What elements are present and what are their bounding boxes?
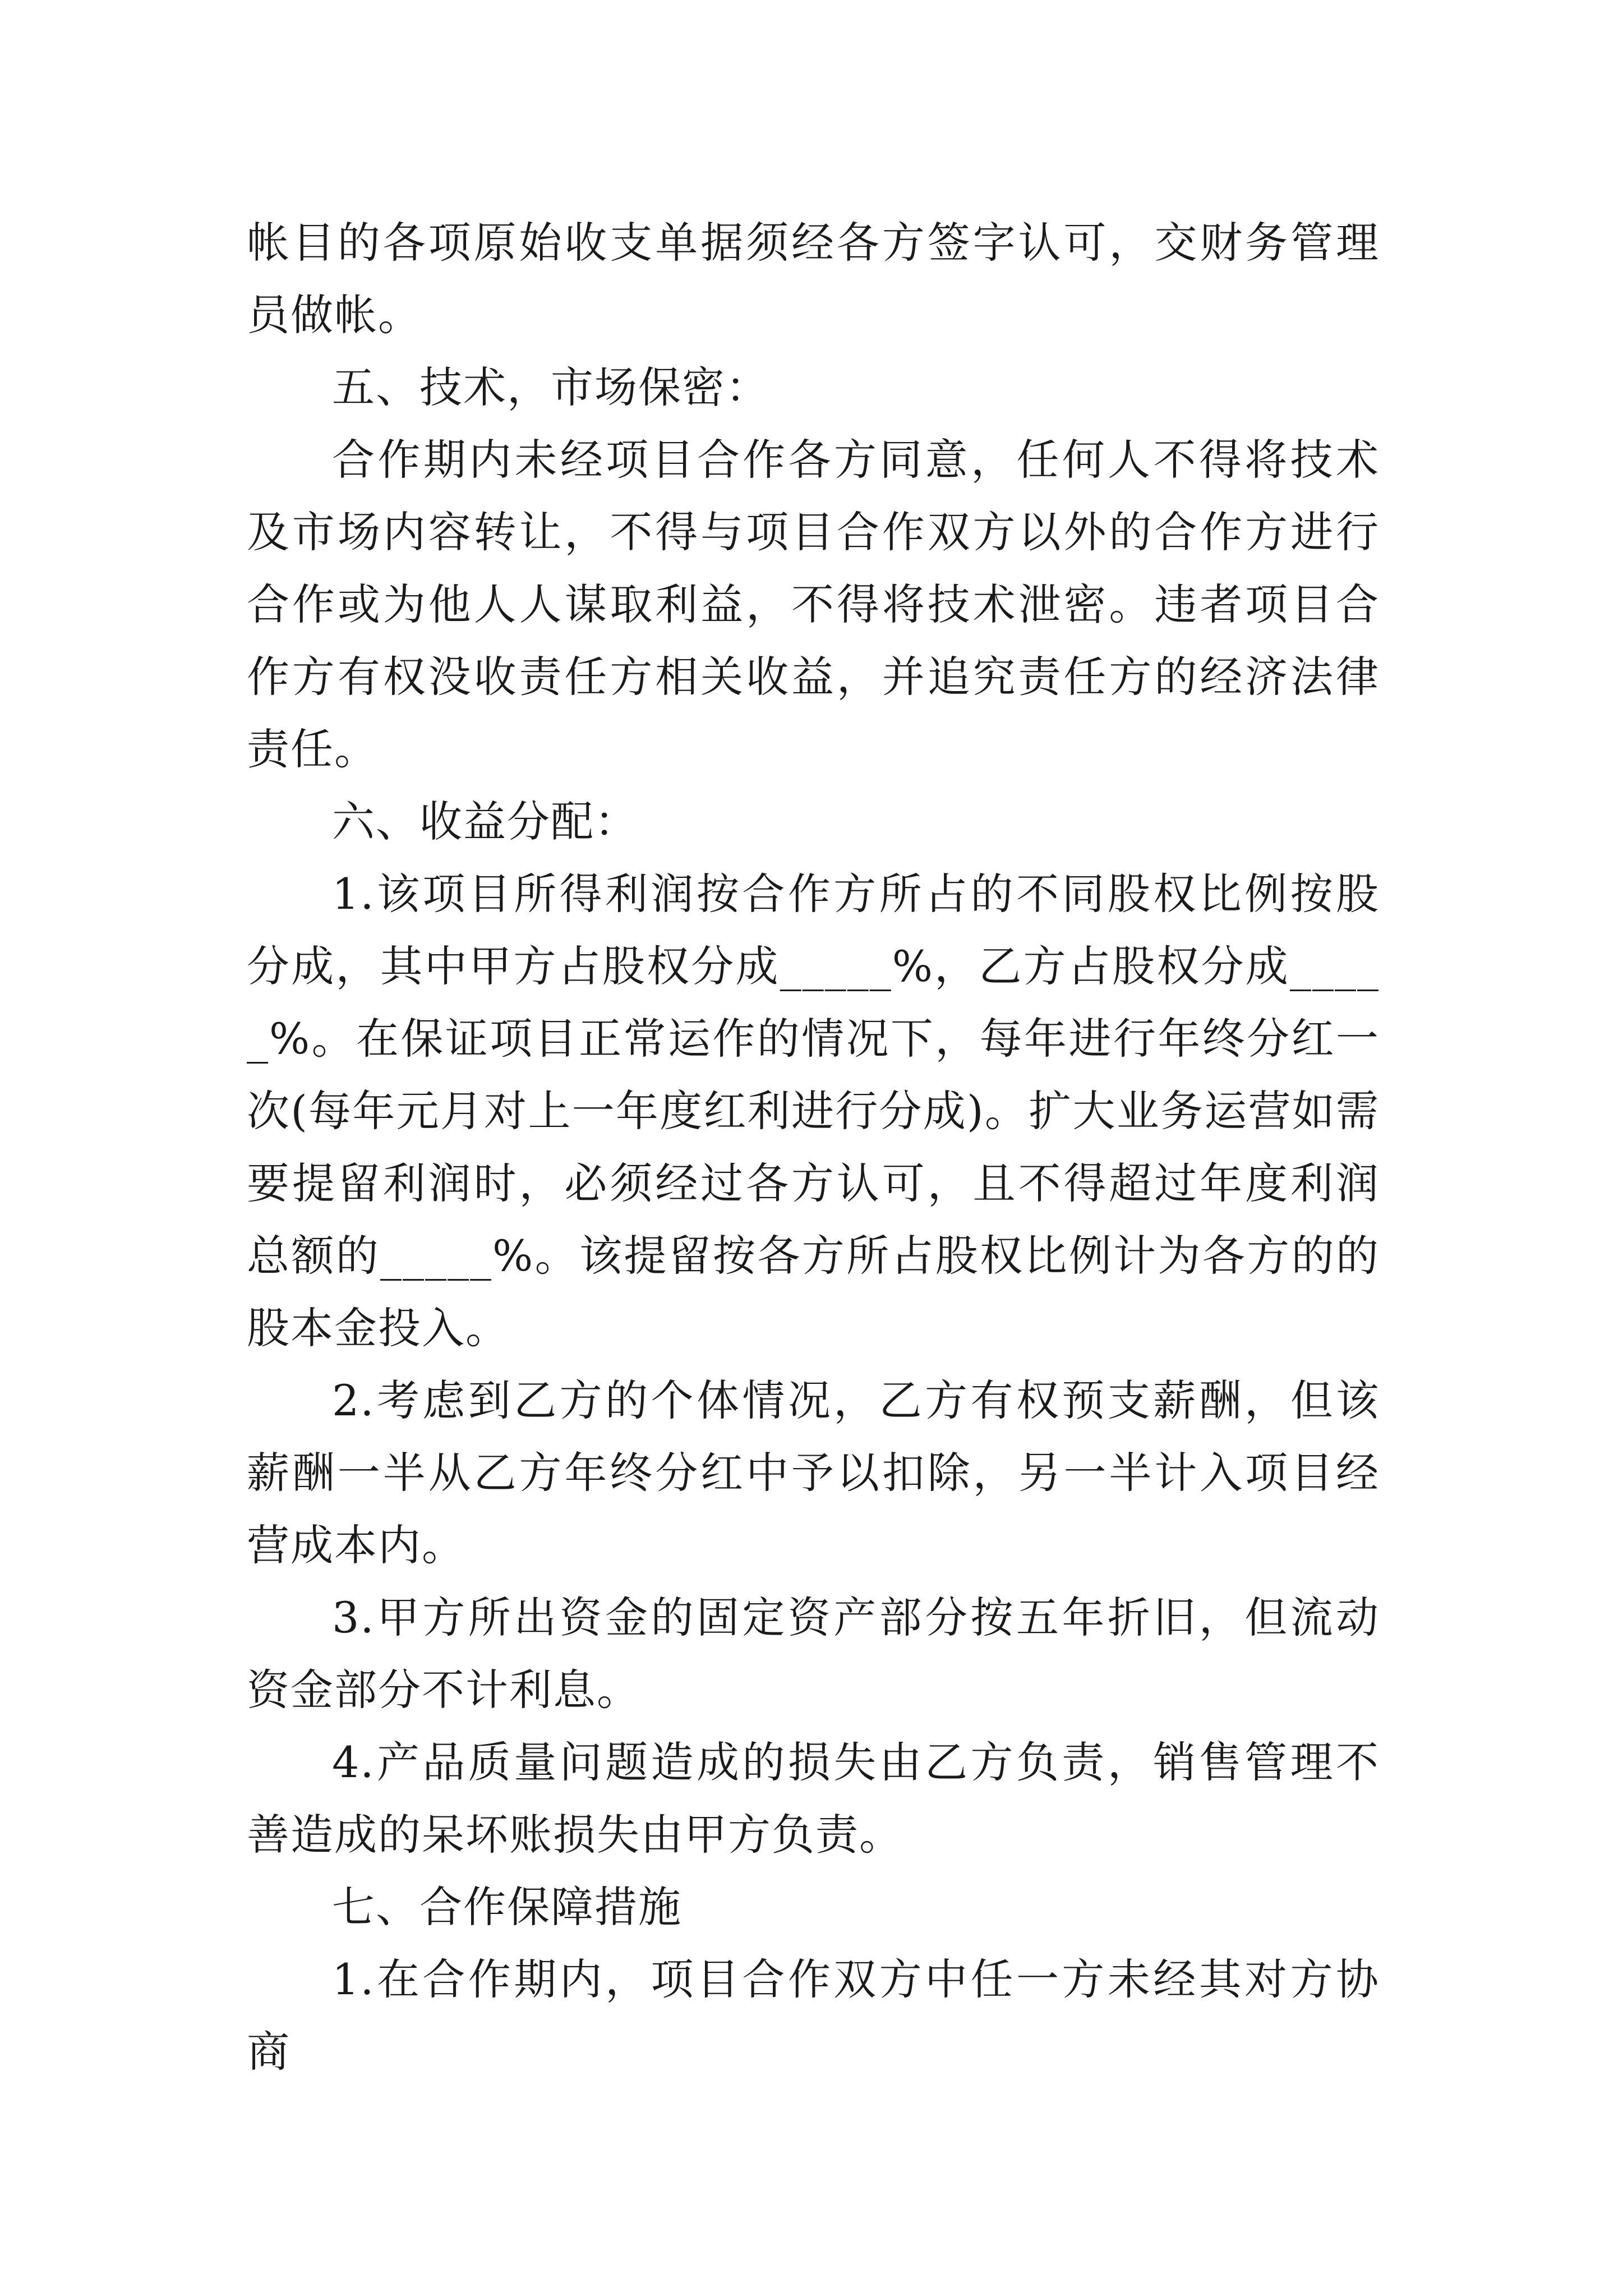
paragraph-accounts-continued: 帐目的各项原始收支单据须经各方签字认可，交财务管理员做帐。 bbox=[247, 218, 1380, 340]
section-heading-guarantee-measures: 七、合作保障措施 bbox=[332, 1882, 682, 1932]
paragraph-confidentiality: 合作期内未经项目合作各方同意，任何人不得将技术及市场内容转让，不得与项目合作双方以外的合作方进行合作或为他人人谋取利益，不得将技术泄密。违者项目合作方有权没收责任方相关收益，并追究责任方的经济法律责任。 bbox=[247, 435, 1380, 774]
section-heading-profit-distribution: 六、收益分配： bbox=[332, 797, 638, 846]
clause-profit-1: 1.该项目所得利润按合作方所占的不同股权比例按股分成，其中甲方占股权分成_____%，乙方占股权分成_____%。在保证项目正常运作的情况下，每年进行年终分红一次(每年元月对上一年度红利进行分成)。扩大业务运营如需要提留利润时，必须经过各方认可，且不得超过年度利润总额的_____%。该提留按各方所占股权比例计为各方的的股本金投入。 bbox=[247, 869, 1380, 1353]
clause-profit-4: 4.产品质量问题造成的损失由乙方负责，销售管理不善造成的呆坏账损失由甲方负责。 bbox=[247, 1737, 1380, 1860]
section-heading-confidentiality: 五、技术，市场保密： bbox=[332, 362, 769, 412]
clause-guarantee-1: 1.在合作期内，项目合作双方中任一方未经其对方协商 bbox=[247, 1954, 1380, 2077]
clause-profit-3: 3.甲方所出资金的固定资产部分按五年折旧，但流动资金部分不计利息。 bbox=[247, 1593, 1380, 1715]
document-body bbox=[247, 206, 1380, 2088]
clause-profit-2: 2.考虑到乙方的个体情况，乙方有权预支薪酬，但该薪酬一半从乙方年终分红中予以扣除，另一半计入项目经营成本内。 bbox=[247, 1375, 1380, 1570]
